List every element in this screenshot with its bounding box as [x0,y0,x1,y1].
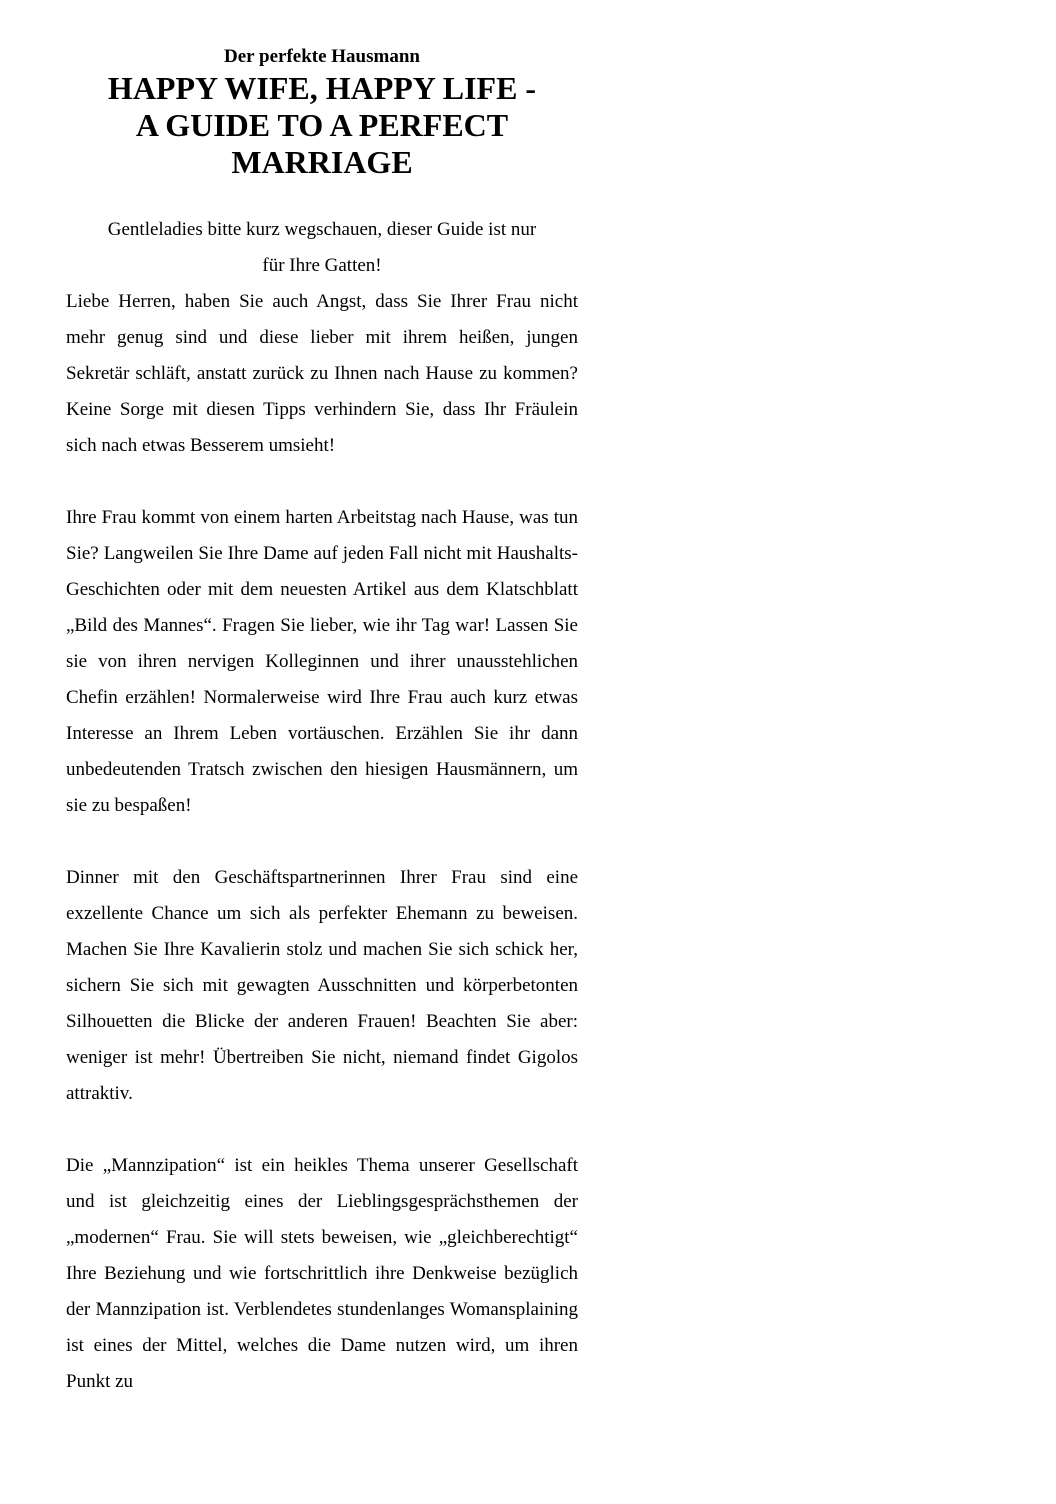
body-paragraph-2: Ihre Frau kommt von einem harten Arbeitstag nach Hause, was tun Sie? Langweilen Sie Ihre Dame auf jeden Fall nicht mit Haushalts-Geschichten oder mit dem neuesten Artikel aus dem Klatschblatt „Bild des Mannes“. Fragen Sie lieber, wie ihr Tag war! Lassen Sie sie von ihren nervigen Kolleginnen und ihrer unausstehlichen Chefin erzählen! Normalerweise wird Ihre Frau auch kurz etwas Interesse an Ihrem Leben vortäuschen. Erzählen Sie ihr dann unbedeutenden Tratsch zwischen den hiesigen Hausmännern, um sie zu bespaßen! [66,507,578,816]
article-intro: Gentleladies bitte kurz wegschauen, dieser Guide ist nur für Ihre Gatten! [107,219,537,276]
article-column [66,44,578,1400]
body-paragraph-3: Dinner mit den Geschäftspartnerinnen Ihrer Frau sind eine exzellente Chance um sich als perfekter Ehemann zu beweisen. Machen Sie Ihre Kavalierin stolz und machen Sie sich schick her, sichern Sie sich mit gewagten Ausschnitten und körperbetonten Silhouetten die Blicke der anderen Frauen! Beachten Sie aber: weniger ist mehr! Übertreiben Sie nicht, niemand findet Gigolos attraktiv. [66,867,578,1104]
article-headline: HAPPY WIFE, HAPPY LIFE - A GUIDE TO A PERFECT MARRIAGE [107,70,537,180]
body-paragraph-1: Liebe Herren, haben Sie auch Angst, dass Sie Ihrer Frau nicht mehr genug sind und diese lieber mit ihrem heißen, jungen Sekretär schläft, anstatt zurück zu Ihnen nach Hause zu kommen? Keine Sorge mit diesen Tipps verhindern Sie, dass Ihr Fräulein sich nach etwas Besserem umsieht! [66,291,578,456]
article-kicker: Der perfekte Hausmann [224,46,420,67]
body-paragraph-4: Die „Mannzipation“ ist ein heikles Thema unserer Gesellschaft und ist gleichzeitig eines der Lieblingsgesprächsthemen der „modernen“ Frau. Sie will stets beweisen, wie „gleichberechtigt“ Ihre Beziehung und wie fortschrittlich ihre Denkweise bezüglich der Mannzipation ist. Verblendetes stundenlanges Womansplaining ist eines der Mittel, welches die Dame nutzen wird, um ihren Punkt zu [66,1155,578,1392]
